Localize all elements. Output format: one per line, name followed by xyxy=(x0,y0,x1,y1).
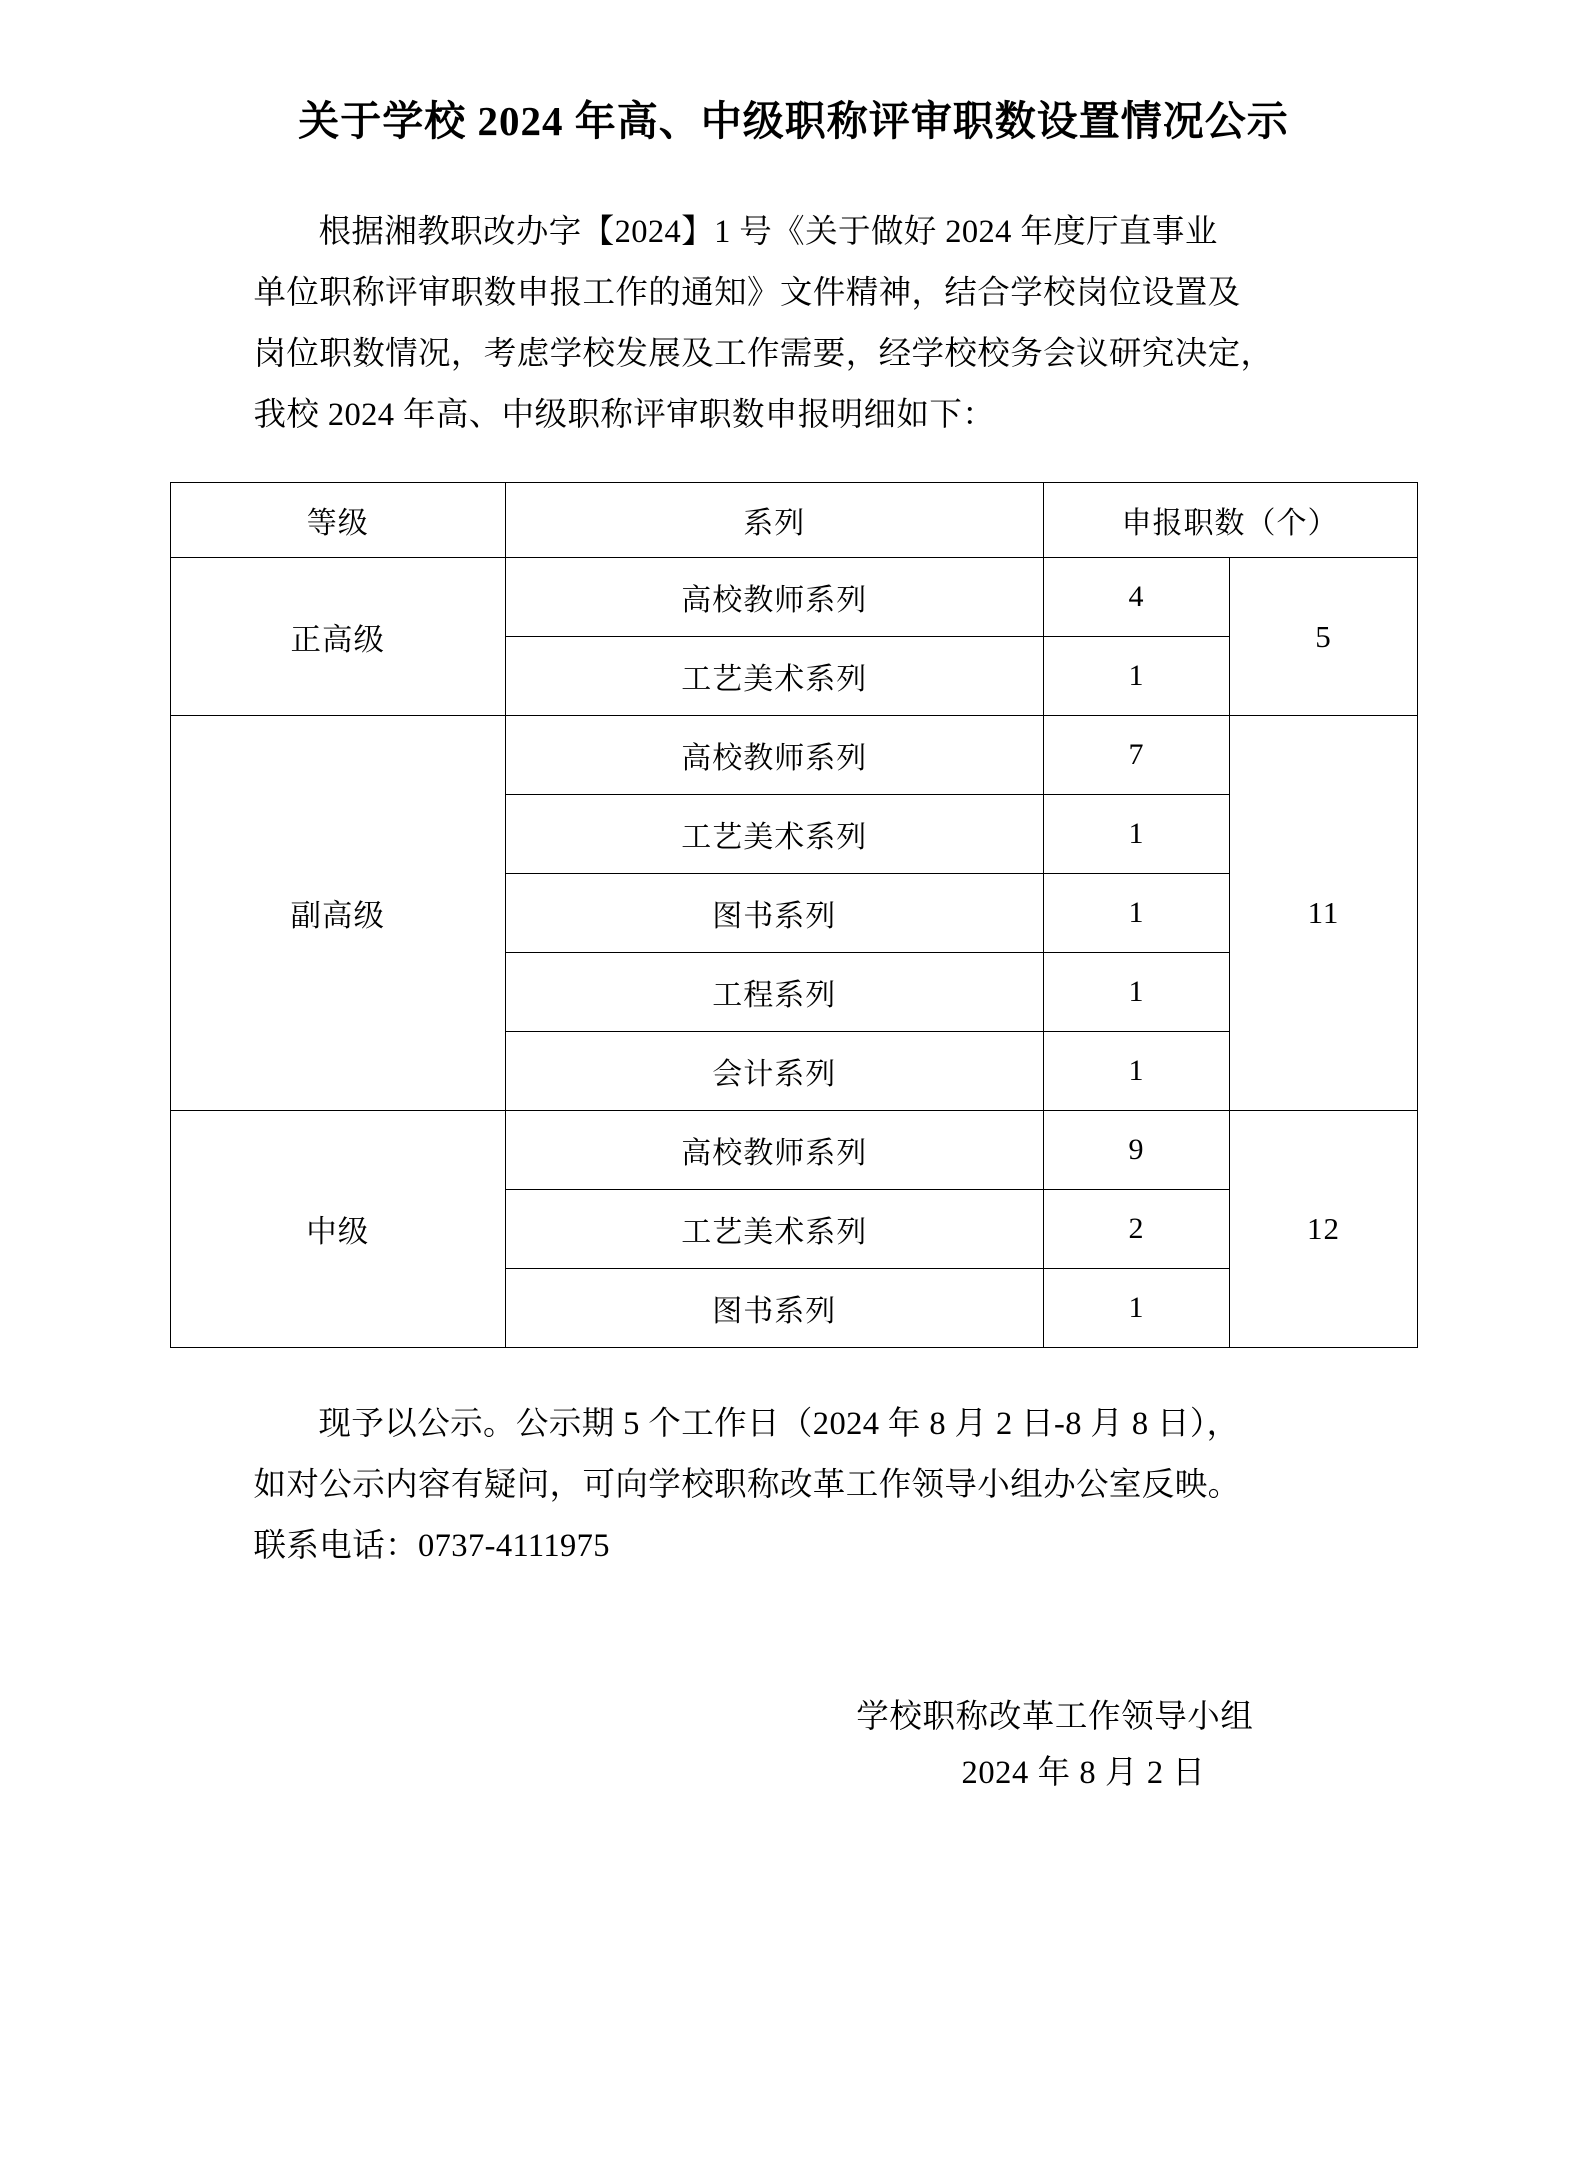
count-cell-0-1: 1 xyxy=(1043,637,1230,716)
count-cell-1-0: 7 xyxy=(1043,716,1230,795)
count-cell-1-4: 1 xyxy=(1043,1032,1230,1111)
signature-organization: 学校职称改革工作领导小组 xyxy=(856,1699,1254,1736)
series-cell-1-1: 工艺美术系列 xyxy=(505,795,1043,874)
contact-phone-line: 联系电话：0737-4111975 xyxy=(253,1528,610,1565)
rank-quota-table-wrapper xyxy=(170,482,1418,1348)
series-cell-0-1: 工艺美术系列 xyxy=(505,637,1043,716)
closing-paragraph xyxy=(254,1348,1334,1577)
count-cell-2-0: 9 xyxy=(1043,1111,1230,1190)
signature-date: 2024 年 8 月 2 日 xyxy=(961,1755,1206,1792)
series-cell-1-2: 图书系列 xyxy=(505,874,1043,953)
series-cell-0-0: 高校教师系列 xyxy=(505,558,1043,637)
page-title: 关于学校 2024 年高、中级职称评审职数设置情况公示 xyxy=(298,98,1289,144)
total-cell-2: 12 xyxy=(1230,1111,1417,1348)
count-cell-1-2: 1 xyxy=(1043,874,1230,953)
count-cell-1-1: 1 xyxy=(1043,795,1230,874)
intro-line-1: 根据湘教职改办字【2024】1 号《关于做好 2024 年度厅直事业 xyxy=(318,214,1218,251)
rank-quota-table xyxy=(170,482,1418,1348)
table-row xyxy=(170,558,1417,637)
header-grade: 等级 xyxy=(170,483,505,558)
table-header-row xyxy=(170,483,1417,558)
series-cell-2-1: 工艺美术系列 xyxy=(505,1190,1043,1269)
series-cell-2-0: 高校教师系列 xyxy=(505,1111,1043,1190)
count-cell-2-1: 2 xyxy=(1043,1190,1230,1269)
intro-line-2: 单位职称评审职数申报工作的通知》文件精神，结合学校岗位设置及 xyxy=(253,275,1241,312)
total-cell-1: 11 xyxy=(1230,716,1417,1111)
closing-line-2: 如对公示内容有疑问，可向学校职称改革工作领导小组办公室反映。 xyxy=(253,1467,1241,1504)
series-cell-1-4: 会计系列 xyxy=(505,1032,1043,1111)
series-cell-1-0: 高校教师系列 xyxy=(505,716,1043,795)
count-cell-2-2: 1 xyxy=(1043,1269,1230,1348)
intro-line-4: 我校 2024 年高、中级职称评审职数申报明细如下： xyxy=(253,397,996,434)
count-cell-1-3: 1 xyxy=(1043,953,1230,1032)
series-cell-2-2: 图书系列 xyxy=(505,1269,1043,1348)
grade-cell-1: 副高级 xyxy=(170,716,505,1111)
total-cell-0: 5 xyxy=(1230,558,1417,716)
closing-line-1: 现予以公示。公示期 5 个工作日（2024 年 8 月 2 日-8 月 8 日）， xyxy=(318,1406,1240,1443)
intro-line-3: 岗位职数情况，考虑学校发展及工作需要，经学校校务会议研究决定， xyxy=(253,336,1274,373)
intro-paragraph xyxy=(254,148,1334,446)
grade-cell-2: 中级 xyxy=(170,1111,505,1348)
table-row xyxy=(170,1111,1417,1190)
header-series: 系列 xyxy=(505,483,1043,558)
count-cell-0-0: 4 xyxy=(1043,558,1230,637)
header-count: 申报职数（个） xyxy=(1043,483,1417,558)
grade-cell-0: 正高级 xyxy=(170,558,505,716)
signature-block xyxy=(174,1577,1414,1801)
series-cell-1-3: 工程系列 xyxy=(505,953,1043,1032)
table-row xyxy=(170,716,1417,795)
